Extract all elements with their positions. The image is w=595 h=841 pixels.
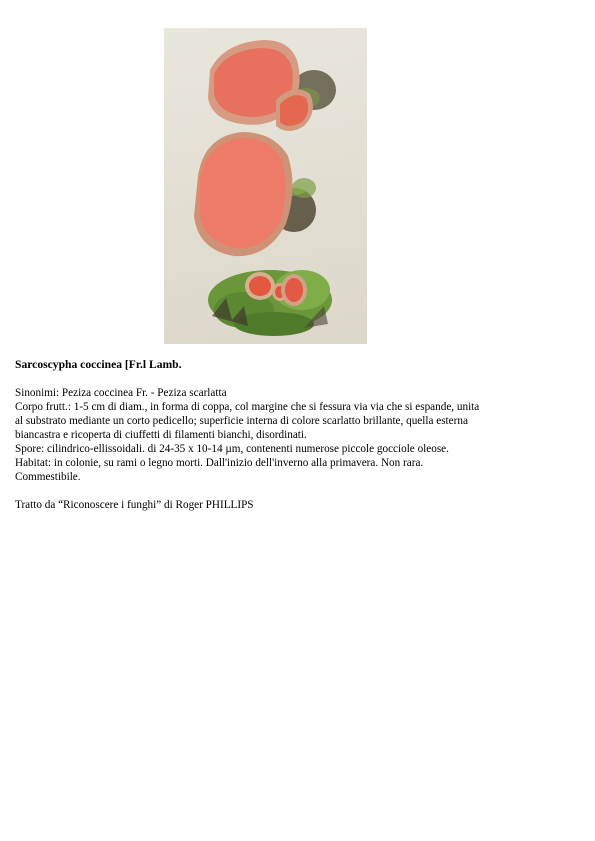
spores-line: Spore: cilindrico-ellissoidali. di 24-35 x 10-14 µm, contenenti numerose piccole gocciole oleose.: [15, 443, 449, 455]
source-citation: Tratto da “Riconoscere i funghi” di Roger PHILLIPS: [15, 499, 254, 511]
mushroom-photo: [164, 28, 367, 344]
fruiting-body-line-1: Corpo frutt.: 1-5 cm di diam., in forma di coppa, col margine che si fessura via via che si espande, unita: [15, 401, 480, 413]
species-title: Sarcoscypha coccinea [Fr.l Lamb.: [15, 358, 182, 371]
synonyms-line: Sinonimi: Peziza coccinea Fr. - Peziza scarlatta: [15, 387, 227, 399]
fruiting-body-line-2: al substrato mediante un corto pedicello; superficie interna di colore scarlatto brillante, quella esterna: [15, 415, 468, 427]
edibility-line: Commestibile.: [15, 471, 81, 483]
fruiting-body-line-3: biancastra e ricoperta di ciuffetti di filamenti bianchi, disordinati.: [15, 429, 307, 441]
habitat-line: Habitat: in colonie, su rami o legno morti. Dall'inizio dell'inverno alla primavera. Non rara.: [15, 457, 424, 469]
description-block: [15, 358, 535, 512]
